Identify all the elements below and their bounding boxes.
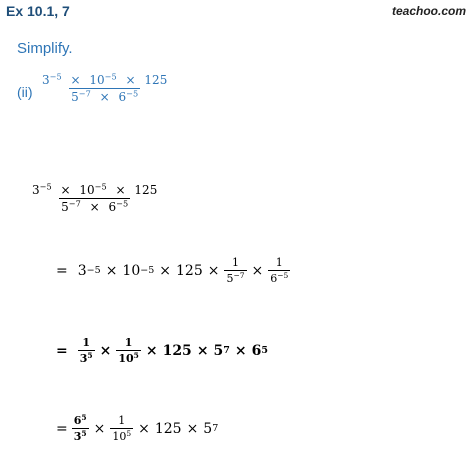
solution-step-3: = $\frac{6^5}{3^5}$ × $\frac{1}{10^5}$ × 125 × 5 7	[56, 412, 219, 443]
instruction-text: Simplify.	[17, 40, 73, 57]
solution-expression: $\frac{3^{-5} \times 10^{-5} \times 125}{5^{-7} \times 6^{-5}}$	[32, 181, 158, 214]
part-label: (ii)	[17, 84, 33, 100]
question-numerator: $3^{-5} \times 10^{-5} \times 125$	[42, 71, 168, 87]
teachoo-logo: teachoo.com	[391, 4, 466, 18]
solution-step-2: = $\frac{1}{3^5}$ × $\frac{1}{10^5}$ × 125 × 5 7 × 6 5	[56, 336, 269, 365]
exercise-title: Ex 10.1, 7	[6, 3, 70, 19]
question-denominator: $5^{-7} \times 6^{-5}$	[71, 88, 139, 104]
question-expression	[40, 73, 169, 104]
solution-step-1: = 3 −5 × 10 −5 × 125 × $\frac{1}{5^{-7}}$ × $\frac{1}{6^{-5}}$	[56, 256, 289, 285]
